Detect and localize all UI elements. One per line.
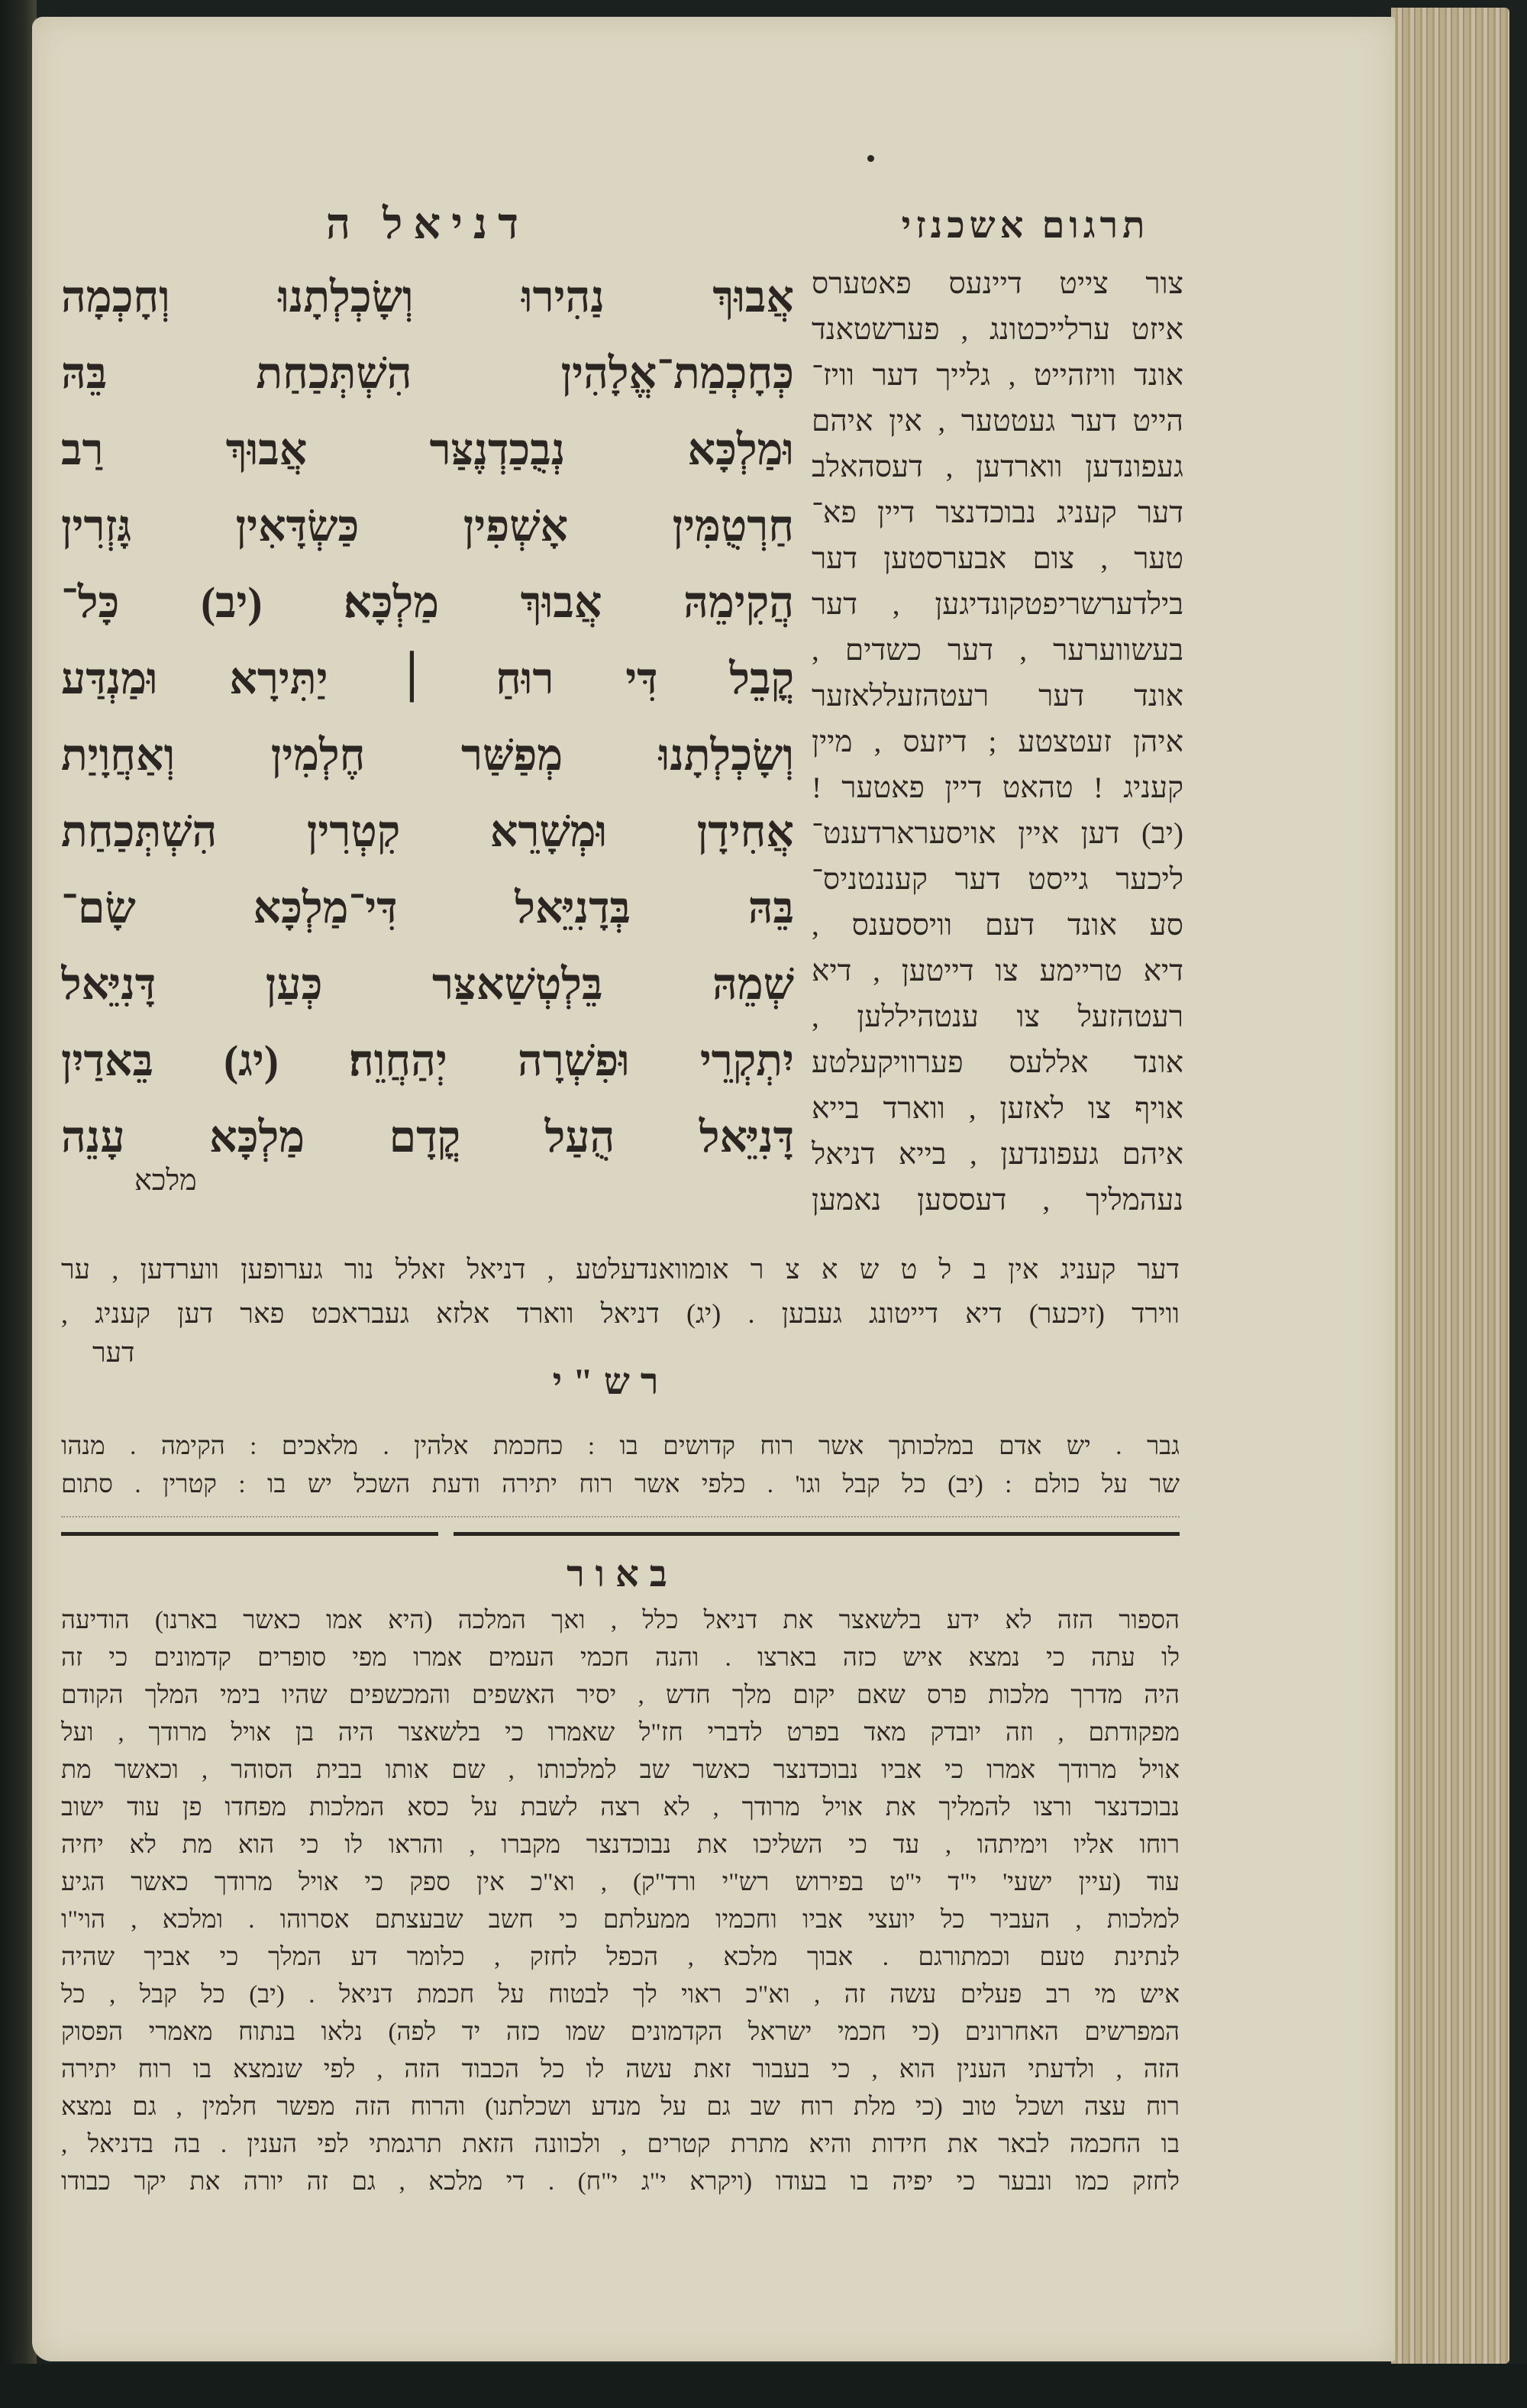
translation-line: (יב) דען איין אויסערארדענט־ bbox=[812, 817, 1183, 850]
aramaic-verse-line: חַרְטֻמִּין אָשְׁפִין כַּשְׂדָּאִין גָּזְרִין bbox=[61, 503, 794, 551]
translation-line: בעשווערער , דער כשדים , bbox=[812, 634, 1183, 667]
translation-column-title: תרגום אשכנזי bbox=[901, 205, 1150, 246]
aramaic-verse-line: יִתְקְרֵי וּפִשְׁרָה יְהַחֲוֵה׃ (יג) בֵּאדַיִן bbox=[61, 1037, 794, 1085]
biur-line: הספור הזה לא ידע בלשאצר את דניאל כלל , ואך המלכה (היא אמו כאשר בארנו) הודיעה bbox=[61, 1607, 1180, 1634]
aramaic-verse-line: קֳבֵל דִּי רוּחַ ׀ יַתִּירָא וּמַנְדַּע bbox=[61, 655, 794, 703]
rashi-title: רש"י bbox=[552, 1362, 670, 1402]
translation-line: צור צייט דיינעס פאטערס bbox=[812, 267, 1183, 300]
translation-line: איזט ערלייכטונג , פערשטאנד bbox=[812, 313, 1183, 346]
aramaic-verse-line: וְשָׂכְלְתָנוּ מְפַשַּׁר חֶלְמִין וְאַחֲוָיַת bbox=[61, 732, 794, 780]
page-mark-dot bbox=[867, 155, 874, 162]
biur-line: מפקודתם , וזה יובדק מאד בפרט לדברי חז"ל שאמרו כי בלשאצר היה בן אויל מרודך , ועל bbox=[61, 1719, 1180, 1747]
translation-line: ליכער גייסט דער קעננטניס־ bbox=[812, 863, 1183, 896]
divider-rule-left bbox=[61, 1532, 438, 1536]
biur-line: למלכות , העביר כל יועצי אביו וחכמיו ממעלתם כי חשב שבעצתם אסרוהו . ומלכא , הוי"ו bbox=[61, 1906, 1180, 1934]
aramaic-verse-line: אֲבוּךְ נַהִירוּ וְשָׂכְלְתָנוּ וְחָכְמָה bbox=[61, 273, 794, 322]
book-binding bbox=[0, 0, 37, 2408]
biur-line: נבוכדנצר ורצו להמליך את אויל מרודך , לא רצה לשבת על כסא המלכות מפחדו פן עוד ישוב bbox=[61, 1794, 1180, 1821]
aramaic-verse-line: שְׁמֵהּ בֵּלְטְשַׁאצַּר כְּעַן דָּנִיֵּאל bbox=[61, 961, 794, 1009]
translation-line: סע אונד דעם וויססענס , bbox=[812, 909, 1183, 942]
aramaic-catchword: מלכא bbox=[134, 1165, 197, 1197]
biur-line: רוח עצה ושכל טוב (כי מלת רוח שב גם על מנדע ושכלתנו) והרוח הזה מפשר חלמין , גם נמצא bbox=[61, 2093, 1180, 2121]
biur-line: היה מדרך מלכות פרס שאם יקום מלך חדש , יסיר האשפים והמכשפים שהיו בימי המלך הקודם bbox=[61, 1682, 1180, 1709]
biur-line: המפרשים האחרונים (כי חכמי ישראל הקדמונים שמו כזה יד לפה) נלאו בנתוח מאמרי הפסוק bbox=[61, 2019, 1180, 2046]
biur-line: בו החכמה לבאר את חידות והיא מתרת קטרים , ולכוונה הזאת תרגמתי לפי הענין . בה בדניאל , bbox=[61, 2131, 1180, 2158]
translation-line: טער , צום אבערסטען דער bbox=[812, 542, 1183, 575]
translation-line: קעניג ! טהאט דיין פאטער ! bbox=[812, 771, 1183, 804]
rashi-line: שר על כולם : (יב) כל קבל וגו' . כלפי אשר רוח יתירה ודעת השכל יש בו : קטרין . סתום bbox=[61, 1471, 1180, 1498]
aramaic-verse-line: וּמַלְכָּא נְבֻכַדְנֶצַּר אֲבוּךְ רַב bbox=[61, 426, 794, 474]
biur-line: הזה , ולדעתי הענין הוא , כי בעבור זאת עשה לו כל הכבוד הזה , לפי שנמצא בו רוח יתירה bbox=[61, 2056, 1180, 2083]
translation-line: אונד אללעס פערוויקעלטע bbox=[812, 1046, 1183, 1079]
translation-line: בילדערשריפטקונדיגען , דער bbox=[812, 588, 1183, 621]
background-surface bbox=[0, 2364, 1527, 2408]
aramaic-verse-line: הֲקִימֵהּ אֲבוּךְ מַלְכָּא׃ (יב) כָּל־ bbox=[61, 579, 794, 627]
rashi-line: גבר . יש אדם במלכותך אשר רוח קדושים בו : כחכמת אלהין . מלאכים : הקימה . מנהו bbox=[61, 1433, 1180, 1460]
aramaic-verse-line: בֵּהּ בְּדָנִיֵּאל דִּי־מַלְכָּא שָׂם־ bbox=[61, 884, 794, 932]
page-edges bbox=[1391, 8, 1509, 2364]
biur-line: איש מי רב פעלים עשה זה , וא"כ ראוי לך לבטוח על חכמת דניאל . (יב) כל קבל , כל bbox=[61, 1981, 1180, 2009]
divider-rule-right bbox=[454, 1532, 1180, 1536]
biur-line: אויל מרודך אמרו כי אביו נבוכדנצר כאשר שב למלכותו , שם אותו בבית הסוהר , וכאשר מת bbox=[61, 1757, 1180, 1784]
aramaic-column-title: דניאל ה bbox=[325, 201, 530, 248]
translation-catchword: דער bbox=[92, 1337, 135, 1368]
translation-line: דער קעניג נבוכדנצר דיין פא־ bbox=[812, 496, 1183, 529]
translation-line: הייט דער געטטער , אין איהם bbox=[812, 405, 1183, 438]
dotted-divider bbox=[61, 1516, 1180, 1518]
translation-line: דער קעניג אין ב ל ט ש א צ ר אומוואנדעלטע , דניאל זאלל נור גערופען ווערדען , ער bbox=[61, 1254, 1180, 1285]
biur-line: לחזק כמו ונבער כי יפיה בו בעודו (ויקרא י"ג י"ח) . די מלכא , גם זה יורה את יקר כבודו bbox=[61, 2168, 1180, 2196]
translation-line: אויף צו לאזען , ווארד בייא bbox=[812, 1092, 1183, 1125]
translation-line: רעטהזעל צו ענטהיללען , bbox=[812, 1000, 1183, 1033]
translation-line: דיא טריימע צו דייטען , דיא bbox=[812, 955, 1183, 987]
biur-title: באור bbox=[567, 1554, 678, 1595]
aramaic-verse-line: אֲחִידָן וּמְשָׁרֵא קִטְרִין הִשְׁתְּכַחַת bbox=[61, 808, 794, 856]
aramaic-verse-line: דָּנִיֵּאל הֻעַל קֳדָם מַלְכָּא עָנֵה bbox=[61, 1113, 794, 1162]
translation-line: איהם געפונדען , בייא דניאל bbox=[812, 1138, 1183, 1171]
translation-line: אונד דער רעטהזעללאזער bbox=[812, 680, 1183, 713]
translation-line: נעהמליך , דעססען נאמען bbox=[812, 1184, 1183, 1217]
biur-line: לו עתה כי נמצא איש כזה בארצו . והנה חכמי העמים אמרו מפי סופרים קדמונים כי זה bbox=[61, 1644, 1180, 1672]
aramaic-verse-line: כְּחָכְמַת־אֱלָהִין הִשְׁתְּכַחַת בֵּהּ bbox=[61, 350, 794, 398]
translation-line: ווירד (זיכער) דיא דייטונג געבען . (יג) דניאל ווארד אלזא געבראכט פאר דען קעניג , bbox=[61, 1298, 1180, 1329]
biur-line: עוד (עיין ישעי' י"ד י"ט בפירוש רש"י ורד"ק) , וא"כ אין ספק כי אויל מרודך כאשר הגיע bbox=[61, 1869, 1180, 1896]
translation-line: געפונדען ווארדען , דעסהאלב bbox=[812, 451, 1183, 483]
biur-line: רוחו אליו וימיתהו , עד כי השליכו את נבוכדנצר מקברו , והראו לו כי הוא מת לא יחיה bbox=[61, 1831, 1180, 1859]
translation-line: אונד וויזהייט , גלייך דער וויז־ bbox=[812, 359, 1183, 392]
biur-line: לנתינת טעם וכמתורגם . אבוך מלכא , הכפל לחזק , כלומר דע המלך כי אביך שהיה bbox=[61, 1944, 1180, 1971]
translation-line: איהן זעטצטע ; דיזעס , מיין bbox=[812, 726, 1183, 758]
